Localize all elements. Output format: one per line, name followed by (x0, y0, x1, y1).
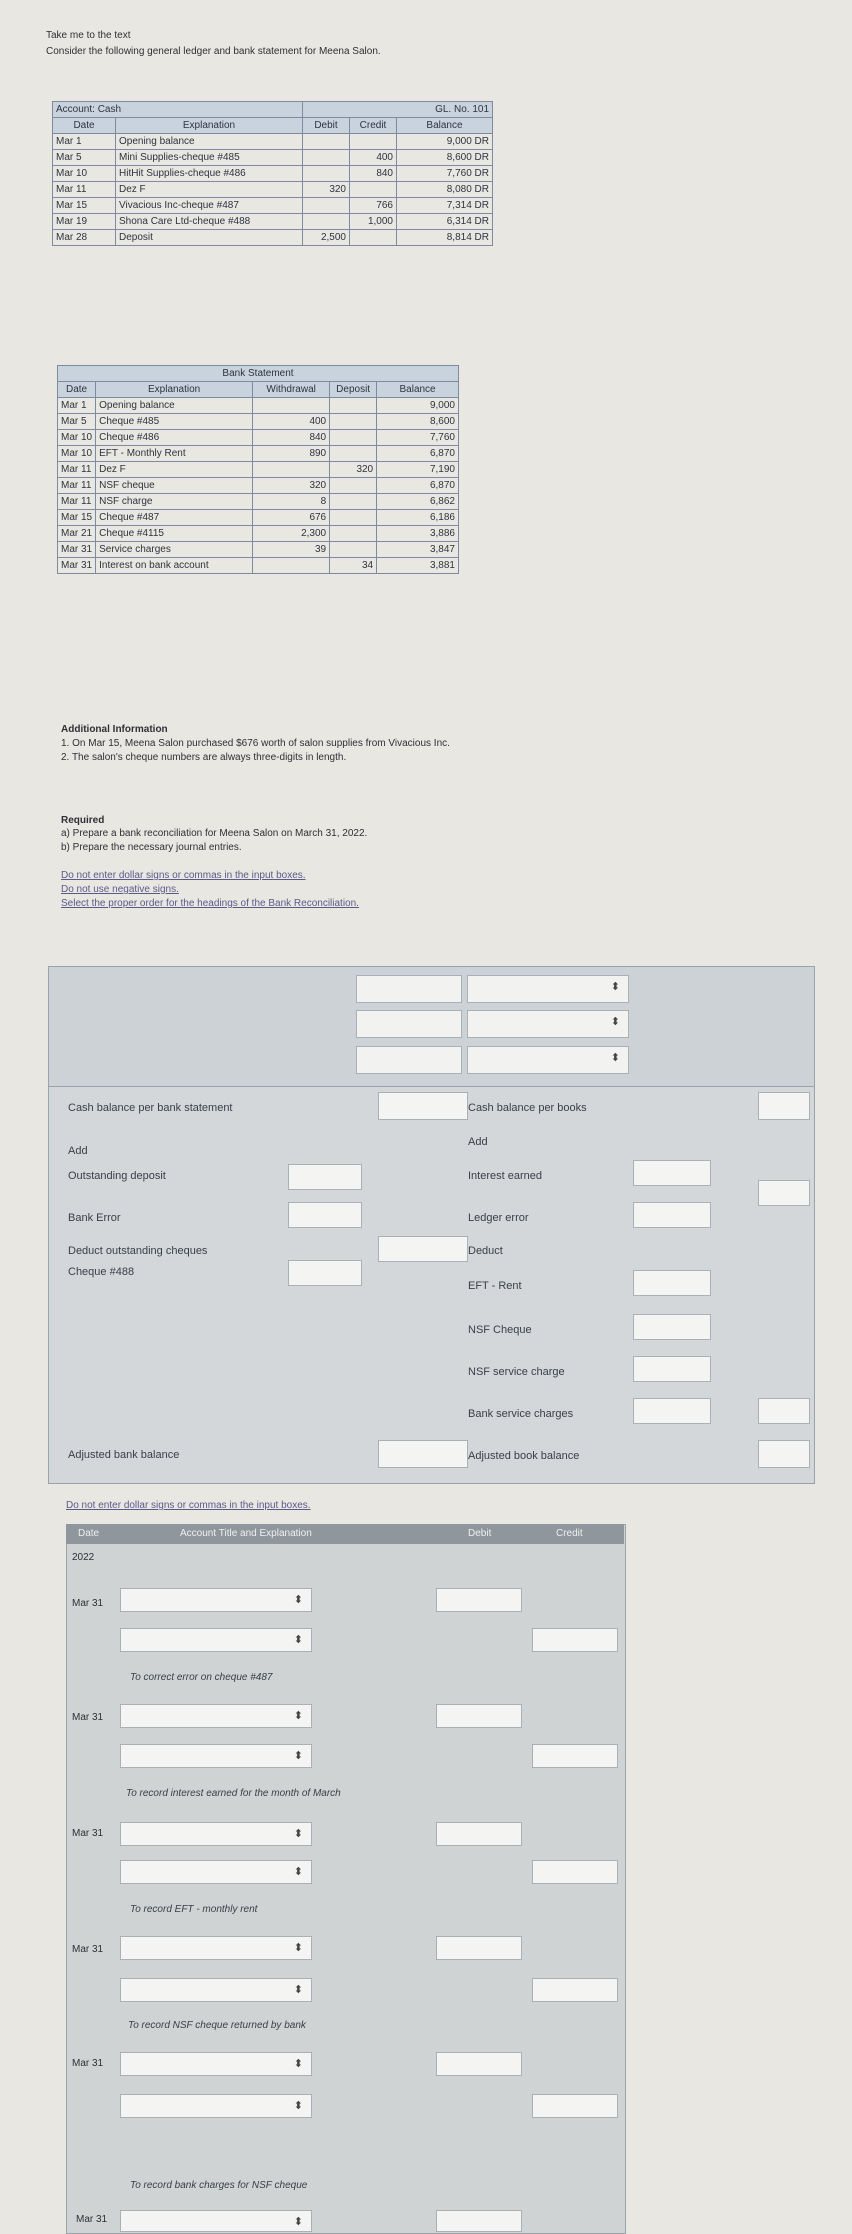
ledger-account: Account: Cash (53, 102, 303, 118)
bank-service-charges-input[interactable] (633, 1398, 711, 1424)
entry-2-debit-account[interactable] (120, 1704, 312, 1728)
select-arrow-icon: ⬍ (293, 2058, 303, 2070)
ledger-row: Mar 1 Opening balance 9,000 DR (53, 134, 493, 150)
interest-earned-input[interactable] (633, 1160, 711, 1186)
bank-row: Mar 5 Cheque #485 400 8,600 (58, 414, 459, 430)
adjusted-bank-balance-input[interactable] (378, 1440, 468, 1468)
recon-heading-input-1[interactable] (356, 975, 462, 1003)
select-arrow-icon: ⬍ (610, 1052, 620, 1064)
bank-row: Mar 15 Cheque #487 676 6,186 (58, 510, 459, 526)
bank-col-date: Date (58, 382, 96, 398)
nsf-cheque-input[interactable] (633, 1314, 711, 1340)
required-a: a) Prepare a bank reconciliation for Meena Salon on March 31, 2022. (61, 828, 368, 839)
entry-date: Mar 31 (76, 2214, 108, 2225)
bank-row: Mar 10 Cheque #486 840 7,760 (58, 430, 459, 446)
entry-1-credit-account[interactable] (120, 1628, 312, 1652)
ledger-col-balance: Balance (397, 118, 493, 134)
recon-heading-select-1[interactable] (467, 975, 629, 1003)
entry-1-debit-account[interactable] (120, 1588, 312, 1612)
bank-col-balance: Balance (377, 382, 459, 398)
entry-3-debit-account[interactable] (120, 1822, 312, 1846)
entry-2-credit-account[interactable] (120, 1744, 312, 1768)
required-b: b) Prepare the necessary journal entries. (61, 842, 242, 853)
select-arrow-icon: ⬍ (293, 1710, 303, 1722)
book-balance-input[interactable] (758, 1092, 810, 1120)
recon-left-label: Adjusted bank balance (68, 1449, 180, 1461)
bank-row: Mar 11 Dez F 320 7,190 (58, 462, 459, 478)
right-add-subtotal-input[interactable] (758, 1180, 810, 1206)
recon-right-label: Deduct (468, 1245, 503, 1257)
recon-left-label: Outstanding deposit (68, 1170, 166, 1182)
entry-5-credit-input[interactable] (532, 2094, 618, 2118)
recon-right-label: Cash balance per books (468, 1102, 587, 1114)
eft-rent-input[interactable] (633, 1270, 711, 1296)
recon-left-label: Deduct outstanding cheques (68, 1245, 208, 1257)
entry-5-credit-account[interactable] (120, 2094, 312, 2118)
entry-4-explanation: To record NSF cheque returned by bank (128, 2020, 306, 2031)
select-arrow-icon: ⬍ (293, 1828, 303, 1840)
outstanding-deposit-input[interactable] (288, 1164, 362, 1190)
select-arrow-icon: ⬍ (293, 1634, 303, 1646)
recon-left-label: Add (68, 1145, 88, 1157)
bank-row: Mar 10 EFT - Monthly Rent 890 6,870 (58, 446, 459, 462)
note-negative-signs: Do not use negative signs. (61, 884, 179, 895)
note-heading-order: Select the proper order for the headings of the Bank Reconciliation. (61, 898, 359, 909)
entry-5-debit-input[interactable] (436, 2052, 522, 2076)
recon-right-label: Ledger error (468, 1212, 529, 1224)
recon-right-label: Add (468, 1136, 488, 1148)
bank-statement-title: Bank Statement (58, 366, 459, 382)
required-title: Required (61, 815, 105, 826)
recon-heading-input-2[interactable] (356, 1010, 462, 1038)
bank-balance-input[interactable] (378, 1092, 468, 1120)
recon-left-label: Cash balance per bank statement (68, 1102, 233, 1114)
entry-3-credit-account[interactable] (120, 1860, 312, 1884)
entry-date: Mar 31 (72, 1944, 104, 1955)
bank-statement-table (57, 365, 459, 574)
entry-3-credit-input[interactable] (532, 1860, 618, 1884)
ledger-row: Mar 11 Dez F 320 8,080 DR (53, 182, 493, 198)
bank-col-withdrawal: Withdrawal (253, 382, 330, 398)
recon-left-label: Cheque #488 (68, 1266, 135, 1278)
entry-date: Mar 31 (72, 2058, 104, 2069)
journal-col-debit: Debit (468, 1528, 492, 1539)
nsf-service-charge-input[interactable] (633, 1356, 711, 1382)
bank-col-deposit: Deposit (330, 382, 377, 398)
ledger-col-explanation: Explanation (116, 118, 303, 134)
journal-col-credit: Credit (556, 1528, 583, 1539)
bank-row: Mar 21 Cheque #4115 2,300 3,886 (58, 526, 459, 542)
select-arrow-icon: ⬍ (293, 1750, 303, 1762)
journal-col-date: Date (78, 1528, 100, 1539)
select-arrow-icon: ⬍ (293, 1594, 303, 1606)
adjusted-book-balance-input[interactable] (758, 1440, 810, 1468)
entry-2-explanation: To record interest earned for the month of March (126, 1788, 341, 1799)
entry-1-credit-input[interactable] (532, 1628, 618, 1652)
select-arrow-icon: ⬍ (293, 1866, 303, 1878)
entry-2-debit-input[interactable] (436, 1704, 522, 1728)
ledger-row: Mar 5 Mini Supplies-cheque #485 400 8,600 DR (53, 150, 493, 166)
general-ledger-table (52, 101, 493, 246)
entry-date: Mar 31 (72, 1598, 104, 1609)
ledger-col-date: Date (53, 118, 116, 134)
ledger-gl-number: GL. No. 101 (303, 102, 493, 118)
ledger-col-credit: Credit (350, 118, 397, 134)
recon-right-label: NSF service charge (468, 1366, 565, 1378)
entry-1-debit-input[interactable] (436, 1588, 522, 1612)
select-arrow-icon: ⬍ (610, 981, 620, 993)
ledger-row: Mar 19 Shona Care Ltd-cheque #488 1,000 6,314 DR (53, 214, 493, 230)
recon-right-label: EFT - Rent (468, 1280, 522, 1292)
recon-heading-select-3[interactable] (467, 1046, 629, 1074)
entry-1-explanation: To correct error on cheque #487 (130, 1672, 273, 1683)
intro-text: Consider the following general ledger and bank statement for Meena Salon. (46, 46, 381, 57)
entry-6-debit-account[interactable] (120, 2210, 312, 2232)
recon-right-label: Bank service charges (468, 1408, 574, 1420)
entry-5-explanation: To record bank charges for NSF cheque (130, 2180, 308, 2191)
additional-info-2: 2. The salon's cheque numbers are always three-digits in length. (61, 752, 347, 763)
entry-4-credit-input[interactable] (532, 1978, 618, 2002)
cheque-488-input[interactable] (288, 1260, 362, 1286)
select-arrow-icon: ⬍ (293, 2100, 303, 2112)
ledger-row: Mar 15 Vivacious Inc-cheque #487 766 7,314 DR (53, 198, 493, 214)
entry-4-debit-account[interactable] (120, 1936, 312, 1960)
journal-col-account: Account Title and Explanation (180, 1528, 312, 1539)
select-arrow-icon: ⬍ (293, 2216, 303, 2228)
recon-heading-input-3[interactable] (356, 1046, 462, 1074)
recon-heading-select-2[interactable] (467, 1010, 629, 1038)
bank-col-explanation: Explanation (96, 382, 253, 398)
recon-right-label: NSF Cheque (468, 1324, 532, 1336)
select-arrow-icon: ⬍ (293, 1984, 303, 1996)
bank-row: Mar 11 NSF charge 8 6,862 (58, 494, 459, 510)
ledger-error-input[interactable] (633, 1202, 711, 1228)
select-arrow-icon: ⬍ (610, 1016, 620, 1028)
entry-date: Mar 31 (72, 1828, 104, 1839)
entry-3-debit-input[interactable] (436, 1822, 522, 1846)
select-arrow-icon: ⬍ (293, 1942, 303, 1954)
recon-right-label: Interest earned (468, 1170, 542, 1182)
entry-3-explanation: To record EFT - monthly rent (130, 1904, 258, 1915)
note-dollar-signs: Do not enter dollar signs or commas in the input boxes. (61, 870, 306, 881)
entry-4-credit-account[interactable] (120, 1978, 312, 2002)
recon-right-label: Adjusted book balance (468, 1450, 580, 1462)
journal-note: Do not enter dollar signs or commas in the input boxes. (66, 1500, 311, 1511)
entry-5-debit-account[interactable] (120, 2052, 312, 2076)
right-deduct-subtotal-input[interactable] (758, 1398, 810, 1424)
entry-6-debit-input[interactable] (436, 2210, 522, 2232)
additional-info-title: Additional Information (61, 724, 168, 735)
entry-date: Mar 31 (72, 1712, 104, 1723)
ledger-row: Mar 10 HitHit Supplies-cheque #486 840 7,760 DR (53, 166, 493, 182)
entry-2-credit-input[interactable] (532, 1744, 618, 1768)
left-subtotal-input[interactable] (378, 1236, 468, 1262)
journal-header (66, 1524, 624, 1544)
bank-error-input[interactable] (288, 1202, 362, 1228)
bank-row: Mar 31 Interest on bank account 34 3,881 (58, 558, 459, 574)
ledger-col-debit: Debit (303, 118, 350, 134)
bank-row: Mar 11 NSF cheque 320 6,870 (58, 478, 459, 494)
bank-row: Mar 31 Service charges 39 3,847 (58, 542, 459, 558)
take-me-link[interactable]: Take me to the text (46, 30, 131, 41)
additional-info-1: 1. On Mar 15, Meena Salon purchased $676 worth of salon supplies from Vivacious Inc. (61, 738, 450, 749)
entry-4-debit-input[interactable] (436, 1936, 522, 1960)
bank-row: Mar 1 Opening balance 9,000 (58, 398, 459, 414)
recon-left-label: Bank Error (68, 1212, 121, 1224)
journal-year: 2022 (72, 1552, 95, 1563)
ledger-row: Mar 28 Deposit 2,500 8,814 DR (53, 230, 493, 246)
